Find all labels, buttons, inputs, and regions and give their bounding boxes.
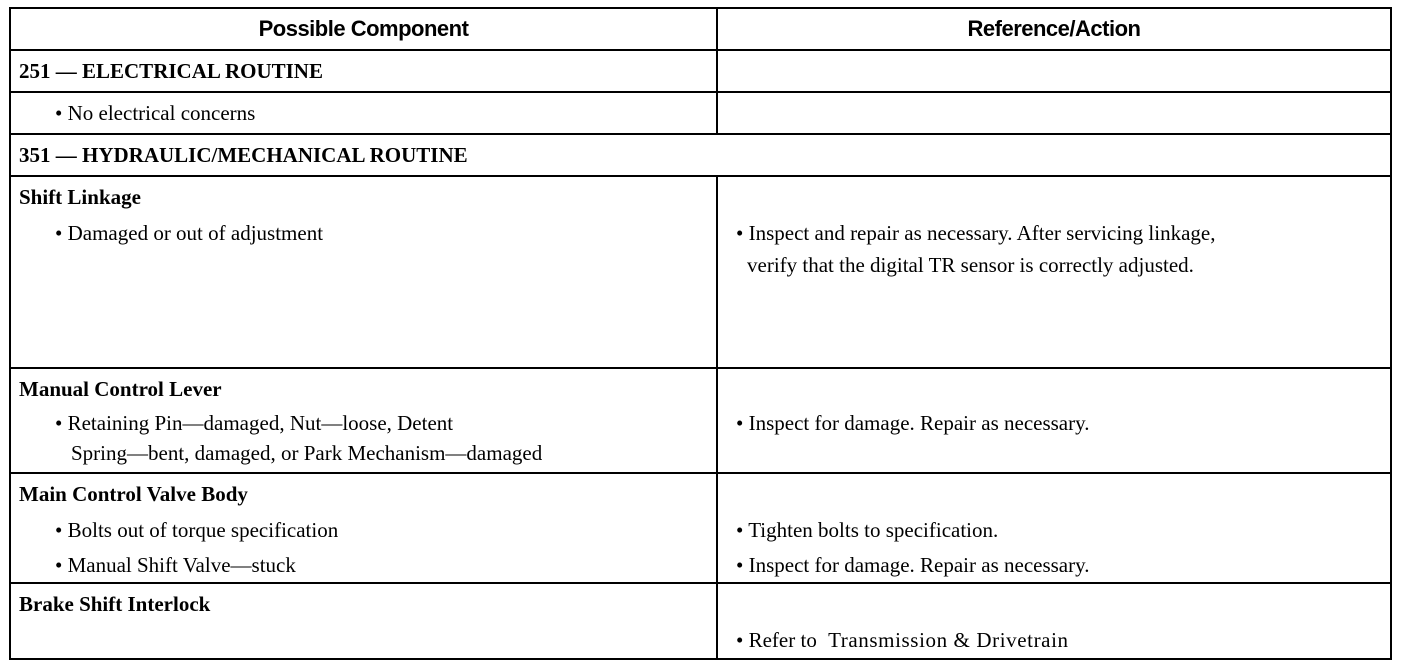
table-row-electrical-title <box>11 51 1390 93</box>
header-cell-action <box>718 9 1390 49</box>
header-reference-action: Reference/Action <box>967 16 1141 41</box>
list-item-continuation: Spring—bent, damaged, or Park Mechanism—damaged <box>71 441 543 465</box>
list-item: • Bolts out of torque specification <box>55 518 339 542</box>
header-cell-component <box>11 9 718 49</box>
action-text: verify that the digital TR sensor is correctly adjusted. <box>747 253 1194 277</box>
table-row-hydraulic-title <box>11 135 1390 177</box>
component-title-brake-shift-interlock: Brake Shift Interlock <box>19 592 211 616</box>
component-title-main-control-valve-body: Main Control Valve Body <box>19 482 248 506</box>
table-row-main-control-valve-body <box>11 474 1390 584</box>
action-text: • Inspect for damage. Repair as necessary. <box>736 411 1090 435</box>
list-item: • Manual Shift Valve—stuck <box>55 553 296 577</box>
action-prefix: • Refer to <box>736 628 817 652</box>
table-row-electrical-item <box>11 93 1390 135</box>
table-row-brake-shift-interlock <box>11 584 1390 658</box>
component-title-shift-linkage: Shift Linkage <box>19 185 141 209</box>
section-title-hydraulic: 351 — HYDRAULIC/MECHANICAL ROUTINE <box>19 143 468 167</box>
table-row-manual-control-lever <box>11 369 1390 474</box>
diagnostic-table <box>9 7 1392 660</box>
list-item: • Damaged or out of adjustment <box>55 221 324 245</box>
header-possible-component: Possible Component <box>258 16 469 41</box>
action-text <box>736 628 1069 653</box>
action-text: • Inspect and repair as necessary. After servicing linkage, <box>736 221 1216 245</box>
section-title-electrical: 251 — ELECTRICAL ROUTINE <box>19 59 323 83</box>
action-text: • Inspect for damage. Repair as necessary. <box>736 553 1090 577</box>
list-item: • Retaining Pin—damaged, Nut—loose, Detent <box>55 411 454 435</box>
list-item: • No electrical concerns <box>55 101 256 125</box>
reference-link[interactable]: Transmission & Drivetrain <box>828 628 1069 652</box>
action-text: • Tighten bolts to specification. <box>736 518 999 542</box>
table-row-shift-linkage <box>11 177 1390 369</box>
table-header-row <box>11 9 1390 51</box>
component-title-manual-control-lever: Manual Control Lever <box>19 377 222 401</box>
